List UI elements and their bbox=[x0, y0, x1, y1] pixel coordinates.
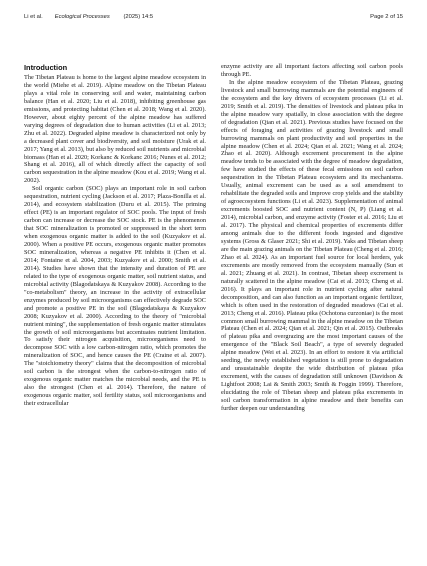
paragraph: The Tibetan Plateau is home to the largest alpine meadow ecosystem in the world (Miehe et al. 2019). Alpine meadow on the Tibetan Plateau plays a vital role in conserving soil and water, maintaining carbon balance (Han et al. 2020; Liu et al. 2018), inhibiting greenhouse gas emissions, and protecting habitat (Chen et al. 2018; Wang et al. 2020). However, about eighty percent of the alpine meadow has suffered varying degrees of degradation due to human activities (Li et al. 2013; Zhu et al. 2022). Degraded alpine meadow is characterized not only by a decreased plant cover and biodiversity, and soil moisture (Urak et al. 2017; Yang et al. 2013), but also by reduced soil nutrients and microbial biomass (Han et al. 2020; Korkanc & Korkanc 2016; Nunes et al. 2012; Shang et al. 2016), all of which directly affect the capacity of soil carbon sequestration in the alpine meadow (Kou et al. 2019; Wang et al. 2002). bbox=[24, 74, 206, 185]
body-columns bbox=[24, 63, 403, 413]
right-column bbox=[221, 63, 403, 413]
paragraph: Soil organic carbon (SOC) plays an important role in soil carbon sequestration, nutrient cycling (Jackson et al. 2017; Plaza-Bonilla et al. 2014), and ecosystem stabilization (Duru et al. 2015). The priming effect (PE) is an important regulator of SOC pools. The input of fresh carbon can increase or decrease the SOC stock. PE is the phenomenon that SOC mineralization is promoted or suppressed in the short term when exogenous organic matter is added to the soil (Kuzyakov et al. 2000). When a positive PE occurs, exogenous organic matter promotes SOC mineralization, whereas a negative PE inhibits it (Chen et al. 2014; Fontaine et al. 2004, 2003; Kuzyakov et al. 2000; Smith et al. 2014). Studies have shown that the intensity and duration of PE are related to the type of exogenous organic matter, soil nutrient status, and microbial activity (Blagodatskaya & Kuzyakov 2008). According to the "co-metabolism" theory, an increase in the activity of extracellular enzymes produced by soil microorganisms can effectively degrade SOC and promote a positive PE in the soil (Blagodatskaya & Kuzyakov 2008; Kuzyakov et al. 2000). According to the theory of "microbial nutrient mining", the supplementation of fresh organic matter stimulates the growth of soil microorganisms but accentuates nutrient limitation. To satisfy their nitrogen acquisition, microorganisms need to decompose SOC with a low carbon-nitrogen ratio, which promotes the mineralization of SOC, and hence causes the PE (Craine et al. 2007). The "stoichiometry theory" claims that the decomposition of microbial soil carbon is the strongest when the carbon-to-nitrogen ratio of exogenous organic matter matches the microbial needs, and the PE is also the strongest (Chen et al. 2014). Therefore, the nature of exogenous organic matter, soil fertility status, soil microorganisms and their extracellular bbox=[24, 185, 206, 408]
header-journal: Ecological Processes bbox=[54, 14, 110, 20]
header-citation: (2025) 14:5 bbox=[123, 14, 154, 20]
running-head-left bbox=[24, 14, 165, 20]
header-authors: Li et al. bbox=[24, 14, 43, 20]
paragraph: enzyme activity are all important factors affecting soil carbon pools through PE. bbox=[221, 63, 403, 78]
paragraph: In the alpine meadow ecosystem of the Tibetan Plateau, grazing livestock and small burrowing mammals are the potential engineers of the ecosystem and the key drivers of ecosystem processes (Li et al. 2019; Smith et al. 2019). The densities of livestock and plateau pika in the alpine meadow vary spatially, in close association with the degree of degradation (Qian et al. 2021). Previous studies have focused on the effects of foraging and activities of grazing livestock and small burrowing mammals on plant productivity and soil properties in the alpine meadow (Chen et al. 2024; Qian et al. 2021; Wang et al. 2024; Zhao et al. 2020). Although excrement procurement in the alpine meadow tends to be associated with the degree of meadow degradation, few have studied the effects of these fecal emissions on soil carbon sequestration in the Tibetan Plateau ecosystem and its mechanisms. Usually, animal excrement can be used as a soil amendment to rehabilitate the degraded soils and improve crop yields and the stability of agroecosystem functions (Li et al. 2023). Supplementation of animal excrements boosted SOC and nutrient content (N, P) (Liang et al. 2014), microbial carbon, and enzyme activity (Foster et al. 2016; Liu et al. 2017). The physical and chemical properties of excrements differ among animals due to the different foods ingested and digestive systems (Gross & Glaser 2021; Shi et al. 2019). Yaks and Tibetan sheep are the main grazing animals on the Tibetan Plateau (Cheng et al. 2016; Zhao et al. 2024). As an important fuel source for local herders, yak excrements are mostly removed from the ecosystem manually (Sun et al. 2021; Zhuang et al. 2021). In contrast, Tibetan sheep excrement is naturally scattered in the alpine meadow (Cai et al. 2013; Cheng et al. 2016). It plays an important role in nutrient cycling after natural decomposition, and can also function as an important organic fertilizer, which is often used in the restoration of degraded meadows (Cai et al. 2013; Cheng et al. 2016). Plateau pika (Ochotona curzoniae) is the most common small burrowing mammal in the alpine meadow on the Tibetan Plateau (Chen et al. 2024; Qian et al. 2021; Qin et al. 2015). Outbreaks of plateau pika and overgrazing are the most important causes of the emergence of the "Black Soil Beach", a type of severely degraded alpine meadow (Wei et al. 2023). In an effort to restore it via artificial seeding, the newly established vegetation is still prone to degradation and unsustainable despite the wide distribution of plateau pika excrement, with the causes of degradation still unknown (Davidson & Lightfoot 2008; Lai & Smith 2003; Smith & Foggin 1999). Therefore, elucidating the role of Tibetan sheep and plateau pika excrements in soil carbon transformation in alpine meadow and their benefits can further deepen our understanding bbox=[221, 78, 403, 412]
running-head bbox=[24, 14, 403, 24]
left-column bbox=[24, 63, 206, 413]
header-page-number: Page 2 of 15 bbox=[370, 14, 403, 20]
section-title: Introduction bbox=[24, 63, 68, 72]
